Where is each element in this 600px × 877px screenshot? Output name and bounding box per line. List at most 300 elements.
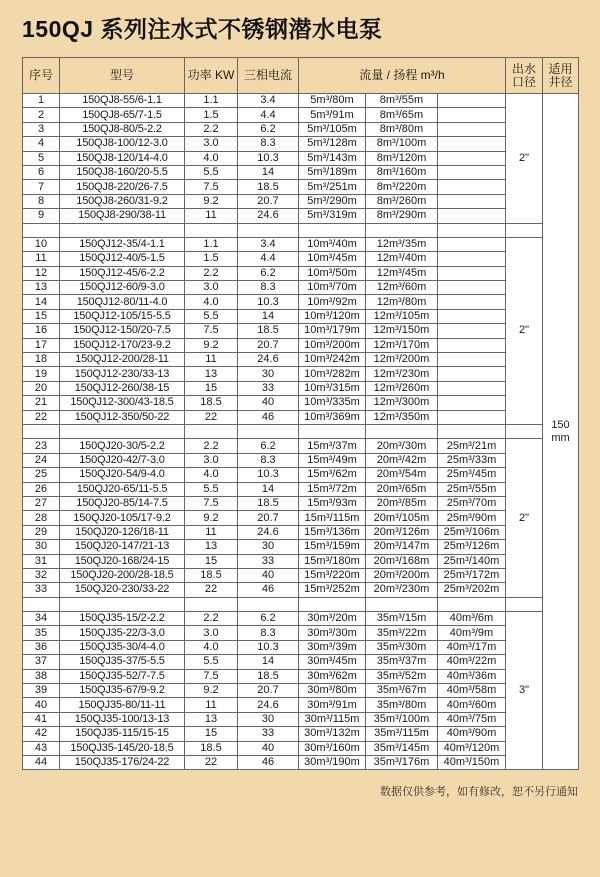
cell-current: 40 xyxy=(238,568,299,582)
spacer-cell xyxy=(185,223,238,237)
cell-index: 42 xyxy=(23,727,60,741)
table-row xyxy=(23,482,579,496)
cell-model: 150QJ20-230/33-22 xyxy=(60,583,185,597)
cell-model: 150QJ12-260/38-15 xyxy=(60,381,185,395)
table-row xyxy=(23,525,579,539)
cell-index: 14 xyxy=(23,295,60,309)
cell-flow-3 xyxy=(438,410,506,424)
cell-flow-3 xyxy=(438,137,506,151)
spacer-cell xyxy=(60,223,185,237)
well-diameter-cell xyxy=(543,94,579,770)
cell-flow-1: 10m³/179m xyxy=(299,324,366,338)
page-title: 150QJ 系列注水式不锈钢潜水电泵 xyxy=(22,16,383,42)
cell-current: 8.3 xyxy=(238,281,299,295)
cell-power: 3.0 xyxy=(185,281,238,295)
cell-flow-2: 8m³/160m xyxy=(366,165,438,179)
cell-current: 14 xyxy=(238,482,299,496)
table-row xyxy=(23,712,579,726)
cell-index: 36 xyxy=(23,640,60,654)
cell-index: 28 xyxy=(23,511,60,525)
cell-index: 20 xyxy=(23,381,60,395)
cell-model: 150QJ12-45/6-2.2 xyxy=(60,266,185,280)
table-row xyxy=(23,266,579,280)
pump-spec-table xyxy=(22,57,579,770)
col-header-outlet-line2: 口径 xyxy=(511,74,536,89)
cell-flow-1: 15m³/49m xyxy=(299,453,366,467)
cell-flow-3: 40m³/58m xyxy=(438,684,506,698)
cell-current: 6.2 xyxy=(238,122,299,136)
cell-flow-1: 15m³/115m xyxy=(299,511,366,525)
cell-flow-2: 8m³/80m xyxy=(366,122,438,136)
cell-flow-3: 40m³/75m xyxy=(438,712,506,726)
cell-flow-3: 25m³/45m xyxy=(438,468,506,482)
cell-flow-2: 8m³/290m xyxy=(366,209,438,223)
cell-flow-3 xyxy=(438,367,506,381)
cell-flow-1: 10m³/50m xyxy=(299,266,366,280)
cell-flow-1: 5m³/128m xyxy=(299,137,366,151)
cell-model: 150QJ12-35/4-1.1 xyxy=(60,237,185,251)
spacer-cell xyxy=(438,597,506,611)
cell-flow-2: 35m³/52m xyxy=(366,669,438,683)
outlet-diameter-cell: 3" xyxy=(506,612,543,770)
cell-index: 40 xyxy=(23,698,60,712)
table-row xyxy=(23,669,579,683)
cell-current: 4.4 xyxy=(238,252,299,266)
cell-model: 150QJ35-176/24-22 xyxy=(60,755,185,769)
cell-flow-1: 30m³/160m xyxy=(299,741,366,755)
cell-power: 18.5 xyxy=(185,568,238,582)
cell-index: 31 xyxy=(23,554,60,568)
cell-flow-1: 10m³/70m xyxy=(299,281,366,295)
cell-model: 150QJ8-80/5-2.2 xyxy=(60,122,185,136)
cell-model: 150QJ8-160/20-5.5 xyxy=(60,165,185,179)
cell-current: 24.6 xyxy=(238,353,299,367)
cell-current: 18.5 xyxy=(238,496,299,510)
table-row xyxy=(23,108,579,122)
cell-flow-3: 25m³/140m xyxy=(438,554,506,568)
cell-index: 4 xyxy=(23,137,60,151)
cell-flow-1: 10m³/335m xyxy=(299,396,366,410)
table-row xyxy=(23,655,579,669)
cell-flow-3 xyxy=(438,281,506,295)
cell-flow-2: 35m³/100m xyxy=(366,712,438,726)
cell-current: 24.6 xyxy=(238,698,299,712)
cell-index: 5 xyxy=(23,151,60,165)
cell-model: 150QJ8-65/7-1.5 xyxy=(60,108,185,122)
table-row xyxy=(23,381,579,395)
cell-current: 14 xyxy=(238,309,299,323)
col-header-outlet xyxy=(506,58,543,94)
cell-index: 30 xyxy=(23,540,60,554)
cell-flow-3: 40m³/36m xyxy=(438,669,506,683)
cell-current: 33 xyxy=(238,554,299,568)
cell-current: 10.3 xyxy=(238,295,299,309)
table-row xyxy=(23,583,579,597)
table-row xyxy=(23,568,579,582)
spacer-cell xyxy=(238,597,299,611)
cell-flow-2: 20m³/105m xyxy=(366,511,438,525)
cell-power: 3.0 xyxy=(185,137,238,151)
cell-flow-3 xyxy=(438,266,506,280)
cell-flow-3: 40m³/90m xyxy=(438,727,506,741)
cell-current: 20.7 xyxy=(238,338,299,352)
cell-model: 150QJ20-65/11-5.5 xyxy=(60,482,185,496)
outlet-diameter-cell: 2" xyxy=(506,237,543,424)
cell-flow-1: 30m³/132m xyxy=(299,727,366,741)
cell-flow-2: 12m³/60m xyxy=(366,281,438,295)
cell-current: 30 xyxy=(238,367,299,381)
cell-power: 9.2 xyxy=(185,338,238,352)
cell-flow-2: 35m³/80m xyxy=(366,698,438,712)
table-row xyxy=(23,122,579,136)
cell-power: 13 xyxy=(185,367,238,381)
cell-index: 34 xyxy=(23,612,60,626)
cell-flow-3 xyxy=(438,94,506,108)
cell-flow-3: 25m³/172m xyxy=(438,568,506,582)
cell-flow-3: 40m³/150m xyxy=(438,755,506,769)
spacer-cell xyxy=(238,223,299,237)
cell-index: 23 xyxy=(23,439,60,453)
cell-model: 150QJ35-30/4-4.0 xyxy=(60,640,185,654)
cell-model: 150QJ20-105/17-9.2 xyxy=(60,511,185,525)
cell-power: 7.5 xyxy=(185,180,238,194)
outlet-diameter-cell: 2" xyxy=(506,439,543,597)
cell-power: 7.5 xyxy=(185,669,238,683)
cell-flow-1: 15m³/180m xyxy=(299,554,366,568)
cell-index: 18 xyxy=(23,353,60,367)
cell-flow-2: 20m³/200m xyxy=(366,568,438,582)
cell-flow-1: 15m³/252m xyxy=(299,583,366,597)
cell-power: 4.0 xyxy=(185,151,238,165)
table-header xyxy=(23,58,579,94)
cell-current: 20.7 xyxy=(238,194,299,208)
spacer-cell xyxy=(23,597,60,611)
cell-current: 3.4 xyxy=(238,94,299,108)
cell-current: 46 xyxy=(238,410,299,424)
cell-flow-3: 25m³/55m xyxy=(438,482,506,496)
cell-current: 18.5 xyxy=(238,324,299,338)
col-header-model: 型号 xyxy=(60,58,185,94)
cell-flow-1: 5m³/189m xyxy=(299,165,366,179)
col-header-well xyxy=(543,58,579,94)
cell-power: 5.5 xyxy=(185,165,238,179)
cell-index: 2 xyxy=(23,108,60,122)
cell-power: 11 xyxy=(185,525,238,539)
cell-model: 150QJ35-100/13-13 xyxy=(60,712,185,726)
table-row xyxy=(23,194,579,208)
cell-model: 150QJ20-54/9-4.0 xyxy=(60,468,185,482)
cell-index: 25 xyxy=(23,468,60,482)
col-header-index: 序号 xyxy=(23,58,60,94)
cell-model: 150QJ35-52/7-7.5 xyxy=(60,669,185,683)
cell-power: 22 xyxy=(185,410,238,424)
cell-model: 150QJ20-147/21-13 xyxy=(60,540,185,554)
cell-flow-1: 10m³/120m xyxy=(299,309,366,323)
cell-current: 14 xyxy=(238,655,299,669)
table-row xyxy=(23,338,579,352)
cell-current: 10.3 xyxy=(238,151,299,165)
cell-current: 6.2 xyxy=(238,266,299,280)
cell-flow-2: 8m³/220m xyxy=(366,180,438,194)
table-row xyxy=(23,324,579,338)
cell-current: 8.3 xyxy=(238,453,299,467)
cell-power: 7.5 xyxy=(185,324,238,338)
cell-flow-2: 20m³/65m xyxy=(366,482,438,496)
cell-flow-1: 30m³/190m xyxy=(299,755,366,769)
cell-flow-2: 35m³/176m xyxy=(366,755,438,769)
cell-flow-3 xyxy=(438,122,506,136)
cell-current: 14 xyxy=(238,165,299,179)
cell-power: 22 xyxy=(185,583,238,597)
cell-flow-3: 25m³/33m xyxy=(438,453,506,467)
cell-flow-1: 15m³/159m xyxy=(299,540,366,554)
cell-flow-2: 8m³/100m xyxy=(366,137,438,151)
table-row xyxy=(23,496,579,510)
header-row xyxy=(23,58,579,94)
cell-index: 9 xyxy=(23,209,60,223)
table-row xyxy=(23,396,579,410)
cell-flow-3 xyxy=(438,194,506,208)
cell-flow-1: 30m³/115m xyxy=(299,712,366,726)
cell-index: 32 xyxy=(23,568,60,582)
spacer-cell xyxy=(506,424,543,438)
cell-flow-2: 12m³/150m xyxy=(366,324,438,338)
cell-model: 150QJ35-15/2-2.2 xyxy=(60,612,185,626)
cell-current: 40 xyxy=(238,396,299,410)
table-row xyxy=(23,453,579,467)
table-row xyxy=(23,252,579,266)
cell-model: 150QJ12-150/20-7.5 xyxy=(60,324,185,338)
table-row xyxy=(23,281,579,295)
cell-index: 24 xyxy=(23,453,60,467)
cell-flow-2: 20m³/30m xyxy=(366,439,438,453)
table-row xyxy=(23,755,579,769)
cell-power: 1.1 xyxy=(185,94,238,108)
cell-flow-1: 15m³/62m xyxy=(299,468,366,482)
cell-flow-1: 15m³/72m xyxy=(299,482,366,496)
cell-flow-2: 12m³/45m xyxy=(366,266,438,280)
cell-model: 150QJ35-115/15-15 xyxy=(60,727,185,741)
cell-index: 35 xyxy=(23,626,60,640)
cell-power: 7.5 xyxy=(185,496,238,510)
cell-power: 5.5 xyxy=(185,655,238,669)
cell-current: 6.2 xyxy=(238,439,299,453)
cell-flow-3 xyxy=(438,151,506,165)
cell-flow-2: 20m³/230m xyxy=(366,583,438,597)
spacer-cell xyxy=(506,597,543,611)
table-row xyxy=(23,180,579,194)
cell-flow-3 xyxy=(438,338,506,352)
cell-power: 5.5 xyxy=(185,482,238,496)
cell-flow-3 xyxy=(438,309,506,323)
spacer-cell xyxy=(185,597,238,611)
spacer-cell xyxy=(366,223,438,237)
cell-flow-2: 8m³/260m xyxy=(366,194,438,208)
cell-flow-3 xyxy=(438,252,506,266)
cell-index: 33 xyxy=(23,583,60,597)
cell-flow-2: 35m³/145m xyxy=(366,741,438,755)
spacer-row xyxy=(23,597,579,611)
cell-flow-2: 35m³/115m xyxy=(366,727,438,741)
cell-flow-3 xyxy=(438,165,506,179)
cell-flow-3 xyxy=(438,381,506,395)
cell-flow-3: 25m³/21m xyxy=(438,439,506,453)
spacer-cell xyxy=(366,597,438,611)
well-diameter-text: mm xyxy=(551,431,570,444)
spacer-cell xyxy=(23,223,60,237)
spacer-cell xyxy=(299,424,366,438)
cell-model: 150QJ20-85/14-7.5 xyxy=(60,496,185,510)
cell-flow-3 xyxy=(438,237,506,251)
spacer-cell xyxy=(23,424,60,438)
table-row xyxy=(23,626,579,640)
cell-power: 11 xyxy=(185,698,238,712)
cell-current: 33 xyxy=(238,381,299,395)
cell-flow-2: 8m³/120m xyxy=(366,151,438,165)
spacer-row xyxy=(23,424,579,438)
table-row xyxy=(23,698,579,712)
cell-flow-1: 10m³/45m xyxy=(299,252,366,266)
cell-current: 24.6 xyxy=(238,525,299,539)
cell-flow-3 xyxy=(438,324,506,338)
cell-flow-1: 15m³/136m xyxy=(299,525,366,539)
cell-current: 18.5 xyxy=(238,180,299,194)
cell-flow-3: 25m³/70m xyxy=(438,496,506,510)
cell-model: 150QJ12-230/33-13 xyxy=(60,367,185,381)
cell-index: 21 xyxy=(23,396,60,410)
cell-flow-3: 25m³/106m xyxy=(438,525,506,539)
table-row xyxy=(23,684,579,698)
table-row xyxy=(23,151,579,165)
cell-model: 150QJ20-42/7-3.0 xyxy=(60,453,185,467)
cell-flow-2: 20m³/168m xyxy=(366,554,438,568)
cell-index: 13 xyxy=(23,281,60,295)
cell-power: 4.0 xyxy=(185,468,238,482)
cell-model: 150QJ20-30/5-2.2 xyxy=(60,439,185,453)
cell-flow-2: 12m³/105m xyxy=(366,309,438,323)
cell-power: 9.2 xyxy=(185,511,238,525)
cell-model: 150QJ8-220/26-7.5 xyxy=(60,180,185,194)
cell-flow-2: 12m³/260m xyxy=(366,381,438,395)
cell-index: 44 xyxy=(23,755,60,769)
cell-flow-1: 15m³/37m xyxy=(299,439,366,453)
table-row xyxy=(23,137,579,151)
table-row xyxy=(23,540,579,554)
cell-flow-2: 12m³/350m xyxy=(366,410,438,424)
cell-model: 150QJ8-290/38-11 xyxy=(60,209,185,223)
cell-flow-3: 40m³/60m xyxy=(438,698,506,712)
cell-current: 10.3 xyxy=(238,468,299,482)
table-row xyxy=(23,511,579,525)
cell-flow-2: 35m³/67m xyxy=(366,684,438,698)
cell-flow-2: 35m³/37m xyxy=(366,655,438,669)
cell-current: 8.3 xyxy=(238,137,299,151)
table-row xyxy=(23,439,579,453)
spacer-cell xyxy=(438,424,506,438)
cell-current: 24.6 xyxy=(238,209,299,223)
cell-current: 46 xyxy=(238,755,299,769)
spacer-cell xyxy=(366,424,438,438)
spacer-cell xyxy=(185,424,238,438)
cell-index: 29 xyxy=(23,525,60,539)
col-header-power: 功率 KW xyxy=(185,58,238,94)
col-header-outlet-line1: 出水 xyxy=(511,61,536,76)
cell-power: 2.2 xyxy=(185,122,238,136)
cell-flow-3: 25m³/126m xyxy=(438,540,506,554)
cell-flow-1: 30m³/45m xyxy=(299,655,366,669)
cell-flow-2: 20m³/147m xyxy=(366,540,438,554)
cell-model: 150QJ8-260/31-9.2 xyxy=(60,194,185,208)
table-row xyxy=(23,554,579,568)
cell-flow-3 xyxy=(438,108,506,122)
spacer-cell xyxy=(238,424,299,438)
cell-flow-1: 30m³/80m xyxy=(299,684,366,698)
cell-flow-2: 35m³/22m xyxy=(366,626,438,640)
cell-model: 150QJ12-105/15-5.5 xyxy=(60,309,185,323)
cell-current: 30 xyxy=(238,712,299,726)
cell-power: 2.2 xyxy=(185,439,238,453)
cell-flow-1: 5m³/319m xyxy=(299,209,366,223)
cell-flow-1: 30m³/62m xyxy=(299,669,366,683)
cell-flow-1: 10m³/369m xyxy=(299,410,366,424)
cell-power: 1.1 xyxy=(185,237,238,251)
table-row xyxy=(23,367,579,381)
cell-flow-3: 40m³/22m xyxy=(438,655,506,669)
cell-index: 17 xyxy=(23,338,60,352)
cell-model: 150QJ12-350/50-22 xyxy=(60,410,185,424)
cell-flow-2: 12m³/80m xyxy=(366,295,438,309)
table-row xyxy=(23,727,579,741)
cell-model: 150QJ20-200/28-18.5 xyxy=(60,568,185,582)
cell-index: 37 xyxy=(23,655,60,669)
cell-power: 11 xyxy=(185,209,238,223)
cell-current: 30 xyxy=(238,540,299,554)
cell-model: 150QJ8-55/6-1.1 xyxy=(60,94,185,108)
cell-index: 3 xyxy=(23,122,60,136)
cell-model: 150QJ12-200/28-11 xyxy=(60,353,185,367)
table-row xyxy=(23,612,579,626)
spacer-row xyxy=(23,223,579,237)
cell-flow-2: 12m³/35m xyxy=(366,237,438,251)
cell-power: 9.2 xyxy=(185,194,238,208)
cell-current: 6.2 xyxy=(238,612,299,626)
cell-power: 18.5 xyxy=(185,741,238,755)
spacer-cell xyxy=(60,597,185,611)
cell-flow-3 xyxy=(438,209,506,223)
cell-current: 20.7 xyxy=(238,684,299,698)
cell-current: 20.7 xyxy=(238,511,299,525)
table-row xyxy=(23,468,579,482)
cell-flow-1: 15m³/220m xyxy=(299,568,366,582)
cell-index: 16 xyxy=(23,324,60,338)
cell-index: 39 xyxy=(23,684,60,698)
cell-flow-1: 30m³/39m xyxy=(299,640,366,654)
cell-flow-3 xyxy=(438,295,506,309)
cell-power: 1.5 xyxy=(185,252,238,266)
cell-power: 4.0 xyxy=(185,640,238,654)
cell-current: 40 xyxy=(238,741,299,755)
table-row xyxy=(23,209,579,223)
cell-power: 13 xyxy=(185,712,238,726)
spacer-cell xyxy=(299,597,366,611)
cell-flow-2: 20m³/85m xyxy=(366,496,438,510)
cell-index: 7 xyxy=(23,180,60,194)
cell-flow-3: 40m³/9m xyxy=(438,626,506,640)
spacer-cell xyxy=(438,223,506,237)
col-header-current: 三相电流 xyxy=(238,58,299,94)
cell-flow-1: 5m³/91m xyxy=(299,108,366,122)
cell-flow-1: 5m³/143m xyxy=(299,151,366,165)
